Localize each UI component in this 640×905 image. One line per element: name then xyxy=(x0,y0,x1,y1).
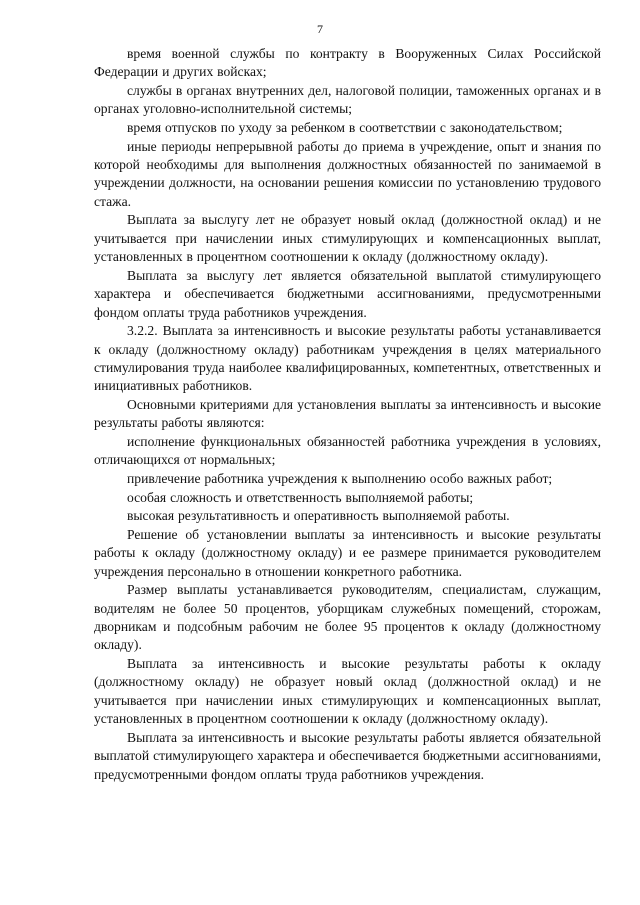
paragraph: особая сложность и ответственность выполняемой работы; xyxy=(127,489,474,505)
paragraph: 3.2.2. Выплата за интенсивность и высокие результаты работы устанавливается к окладу (должностному окладу) работникам учреждения в целях материального стимулирования труда наиболее квалифицированных, компетентных, ответственных и инициативных работников. xyxy=(94,323,601,394)
paragraph: время отпусков по уходу за ребенком в соответствии с законодательством; xyxy=(127,120,563,135)
paragraph: Решение об установлении выплаты за интенсивность и высокие результаты работы к окладу (должностному окладу) и ее размере принимается руководителем учреждения персонально в отношении конкретного работника. xyxy=(94,526,601,579)
paragraph: Выплата за выслугу лет является обязательной выплатой стимулирующего характера и обеспечивается бюджетными ассигнованиями, предусмотренными фондом оплаты труда работников учреждения. xyxy=(94,267,601,320)
paragraph: привлечение работника учреждения к выполнению особо важных работ; xyxy=(127,471,553,487)
paragraph: исполнение функциональных обязанностей работника учреждения в условиях, отличающихся от нормальных; xyxy=(94,434,601,468)
paragraph: службы в органах внутренних дел, налоговой полиции, таможенных органах и в органах уголовно-исполнительной системы; xyxy=(94,83,601,117)
paragraph: высокая результативность и оперативность выполняемой работы. xyxy=(127,508,510,524)
paragraph: иные периоды непрерывной работы до приема в учреждение, опыт и знания по которой необходимы для выполнения должностных обязанностей по занимаемой в учреждении должности, на основании решения комиссии по установлению трудового стажа. xyxy=(94,138,601,209)
paragraph: Выплата за интенсивность и высокие результаты работы к окладу (должностному окладу) не образует новый оклад (должностной оклад) и не учитывается при начислении иных стимулирующих и компенсационных выплат, установленных в процентном соотношении к окладу (должностному окладу). xyxy=(94,656,601,727)
paragraph: Основными критериями для установления выплаты за интенсивность и высокие результаты работы являются: xyxy=(94,397,601,431)
document-body xyxy=(94,45,601,784)
paragraph: Размер выплаты устанавливается руководителям, специалистам, служащим, водителям не более 50 процентов, уборщикам служебных помещений, сторожам, дворникам и подсобным рабочим не более 95 процентов к окладу (должностному окладу). xyxy=(94,582,601,653)
paragraph: время военной службы по контракту в Вооруженных Силах Российской Федерации и других войсках; xyxy=(94,46,601,80)
paragraph: Выплата за интенсивность и высокие результаты работы является обязательной выплатой стимулирующего характера и обеспечивается бюджетными ассигнованиями, предусмотренными фондом оплаты труда работников учреждения. xyxy=(94,729,601,782)
page-number: 7 xyxy=(317,22,323,36)
paragraph: Выплата за выслугу лет не образует новый оклад (должностной оклад) и не учитывается при начислении иных стимулирующих и компенсационных выплат, установленных в процентном соотношении к окладу (должностному окладу). xyxy=(94,212,601,265)
